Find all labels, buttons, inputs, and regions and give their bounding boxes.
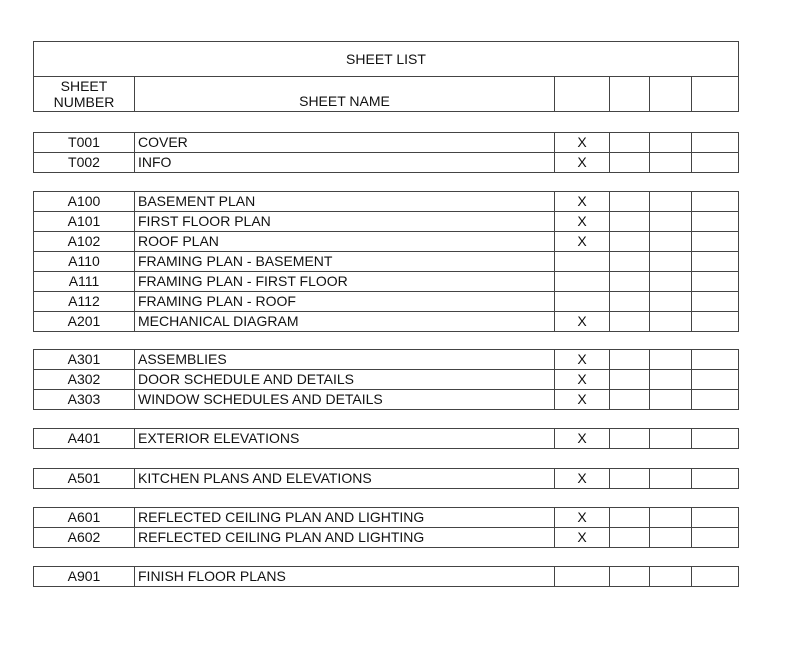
issue-cell-3: [650, 350, 692, 369]
issue-cell-2: [610, 469, 650, 488]
sheet-group: [33, 132, 739, 173]
issue-mark-cell: X: [555, 429, 610, 448]
sheet-row: [34, 192, 738, 212]
sheet-group: [33, 428, 739, 449]
issue-cell-3: [650, 528, 692, 547]
issue-cell-2: [610, 312, 650, 331]
issue-mark-cell: X: [555, 312, 610, 331]
issue-mark-cell: X: [555, 133, 610, 152]
issue-cell-4: [692, 350, 738, 369]
issue-cell-4: [692, 292, 738, 311]
issue-cell-3: [650, 133, 692, 152]
issue-cell-3: [650, 567, 692, 586]
issue-mark-cell: X: [555, 350, 610, 369]
issue-cell-3: [650, 292, 692, 311]
issue-cell-4: [692, 232, 738, 251]
sheet-name-cell: BASEMENT PLAN: [135, 192, 555, 211]
issue-cell-3: [650, 272, 692, 291]
issue-cell-2: [610, 133, 650, 152]
sheet-name-cell: COVER: [135, 133, 555, 152]
issue-cell-4: [692, 528, 738, 547]
sheet-number-cell: A303: [34, 390, 135, 409]
issue-cell-2: [610, 528, 650, 547]
issue-cell-3: [650, 212, 692, 231]
issue-mark-cell: X: [555, 153, 610, 172]
sheet-name-cell: FINISH FLOOR PLANS: [135, 567, 555, 586]
sheet-row: [34, 370, 738, 390]
sheet-name-cell: WINDOW SCHEDULES AND DETAILS: [135, 390, 555, 409]
sheet-row: [34, 153, 738, 173]
sheet-list-title: SHEET LIST: [34, 42, 738, 77]
issue-mark-cell: X: [555, 390, 610, 409]
issue-cell-4: [692, 192, 738, 211]
issue-mark-cell: [555, 567, 610, 586]
sheet-name-cell: REFLECTED CEILING PLAN AND LIGHTING: [135, 508, 555, 527]
sheet-name-cell: FRAMING PLAN - BASEMENT: [135, 252, 555, 271]
issue-mark-cell: X: [555, 192, 610, 211]
issue-column-header-4: [692, 76, 738, 111]
issue-cell-2: [610, 567, 650, 586]
issue-cell-2: [610, 153, 650, 172]
sheet-number-cell: A501: [34, 469, 135, 488]
issue-cell-4: [692, 153, 738, 172]
sheet-number-header-line1: SHEET: [60, 77, 108, 94]
issue-cell-3: [650, 312, 692, 331]
sheet-number-cell: A112: [34, 292, 135, 311]
issue-column-header-3: [650, 76, 692, 111]
issue-cell-4: [692, 390, 738, 409]
issue-cell-3: [650, 508, 692, 527]
issue-cell-4: [692, 567, 738, 586]
issue-cell-3: [650, 469, 692, 488]
issue-cell-2: [610, 252, 650, 271]
issue-cell-2: [610, 232, 650, 251]
sheet-row: [34, 272, 738, 292]
issue-cell-2: [610, 212, 650, 231]
sheet-number-cell: A301: [34, 350, 135, 369]
sheet-row: [34, 390, 738, 410]
sheet-list-header-box: [33, 41, 739, 112]
sheet-row: [34, 429, 738, 449]
issue-mark-cell: X: [555, 469, 610, 488]
issue-cell-2: [610, 272, 650, 291]
issue-cell-4: [692, 212, 738, 231]
sheet-row: [34, 133, 738, 153]
sheet-group: [33, 349, 739, 410]
sheet-group: [33, 507, 739, 548]
issue-mark-cell: [555, 252, 610, 271]
issue-cell-4: [692, 133, 738, 152]
sheet-row: [34, 292, 738, 312]
sheet-group: [33, 468, 739, 489]
sheet-name-cell: FIRST FLOOR PLAN: [135, 212, 555, 231]
sheet-name-cell: EXTERIOR ELEVATIONS: [135, 429, 555, 448]
sheet-row: [34, 508, 738, 528]
issue-mark-cell: X: [555, 370, 610, 389]
sheet-number-header-line2: NUMBER: [53, 93, 115, 110]
issue-cell-4: [692, 508, 738, 527]
sheet-row: [34, 252, 738, 272]
sheet-number-cell: A102: [34, 232, 135, 251]
sheet-row: [34, 567, 738, 587]
sheet-row: [34, 469, 738, 489]
sheet-name-cell: DOOR SCHEDULE AND DETAILS: [135, 370, 555, 389]
issue-cell-4: [692, 469, 738, 488]
sheet-name-cell: ASSEMBLIES: [135, 350, 555, 369]
sheet-number-cell: T002: [34, 153, 135, 172]
issue-mark-cell: [555, 272, 610, 291]
sheet-name-cell: INFO: [135, 153, 555, 172]
issue-cell-3: [650, 390, 692, 409]
sheet-name-cell: REFLECTED CEILING PLAN AND LIGHTING: [135, 528, 555, 547]
issue-cell-3: [650, 192, 692, 211]
issue-cell-3: [650, 370, 692, 389]
sheet-row: [34, 212, 738, 232]
issue-cell-2: [610, 192, 650, 211]
sheet-number-cell: A110: [34, 252, 135, 271]
sheet-name-cell: MECHANICAL DIAGRAM: [135, 312, 555, 331]
sheet-number-cell: T001: [34, 133, 135, 152]
sheet-name-cell: ROOF PLAN: [135, 232, 555, 251]
issue-cell-4: [692, 429, 738, 448]
sheet-name-cell: FRAMING PLAN - FIRST FLOOR: [135, 272, 555, 291]
sheet-group: [33, 566, 739, 587]
issue-cell-3: [650, 429, 692, 448]
sheet-number-cell: A201: [34, 312, 135, 331]
issue-cell-3: [650, 153, 692, 172]
issue-column-header-2: [610, 76, 650, 111]
issue-cell-2: [610, 429, 650, 448]
issue-cell-2: [610, 370, 650, 389]
sheet-row: [34, 528, 738, 548]
issue-mark-cell: X: [555, 528, 610, 547]
sheet-row: [34, 312, 738, 332]
issue-column-header-1: [555, 76, 610, 111]
issue-cell-3: [650, 232, 692, 251]
issue-cell-2: [610, 292, 650, 311]
sheet-number-cell: A601: [34, 508, 135, 527]
sheet-number-cell: A602: [34, 528, 135, 547]
sheet-number-cell: A302: [34, 370, 135, 389]
issue-mark-cell: X: [555, 212, 610, 231]
sheet-name-header: SHEET NAME: [135, 76, 555, 111]
issue-cell-2: [610, 350, 650, 369]
issue-cell-2: [610, 390, 650, 409]
issue-cell-3: [650, 252, 692, 271]
issue-mark-cell: X: [555, 508, 610, 527]
issue-mark-cell: X: [555, 232, 610, 251]
issue-cell-4: [692, 272, 738, 291]
issue-mark-cell: [555, 292, 610, 311]
sheet-number-cell: A101: [34, 212, 135, 231]
column-header-row: [34, 76, 738, 111]
sheet-number-header: [34, 76, 135, 111]
issue-cell-4: [692, 370, 738, 389]
sheet-number-cell: A111: [34, 272, 135, 291]
issue-cell-4: [692, 252, 738, 271]
sheet-number-cell: A401: [34, 429, 135, 448]
sheet-group: [33, 191, 739, 332]
sheet-name-cell: KITCHEN PLANS AND ELEVATIONS: [135, 469, 555, 488]
sheet-number-cell: A901: [34, 567, 135, 586]
sheet-row: [34, 232, 738, 252]
sheet-name-cell: FRAMING PLAN - ROOF: [135, 292, 555, 311]
issue-cell-2: [610, 508, 650, 527]
sheet-number-cell: A100: [34, 192, 135, 211]
issue-cell-4: [692, 312, 738, 331]
sheet-row: [34, 350, 738, 370]
